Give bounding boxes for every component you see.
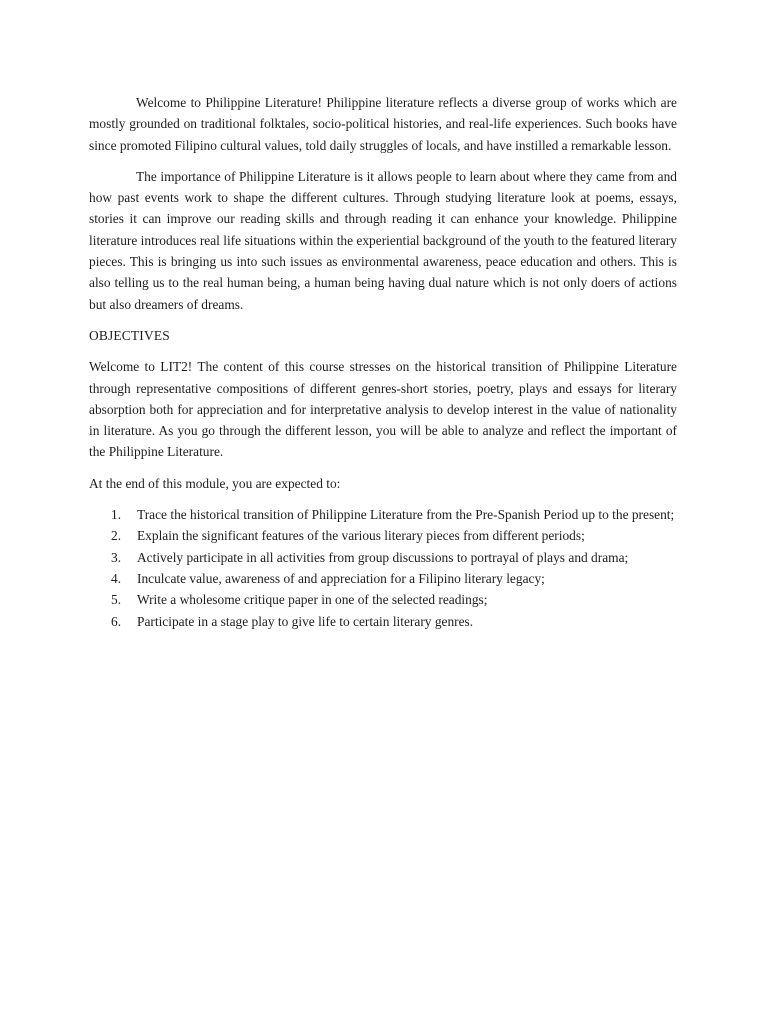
list-item-text: Explain the significant features of the various literary pieces from different periods; [137, 528, 585, 544]
list-item-number: 2. [111, 528, 122, 544]
objectives-lead-in: At the end of this module, you are expected to: [89, 475, 341, 491]
list-item [89, 525, 677, 546]
objectives-list [89, 504, 677, 632]
list-item-number: 6. [111, 613, 122, 629]
list-item-text: Inculcate value, awareness of and appreciation for a Filipino literary legacy; [137, 570, 545, 586]
list-item [89, 611, 677, 632]
list-item-text: Write a wholesome critique paper in one of the selected readings; [137, 592, 488, 608]
list-item-text: Participate in a stage play to give life to certain literary genres. [137, 613, 474, 629]
list-item-number: 5. [111, 592, 122, 608]
list-item-number: 1. [111, 507, 122, 523]
list-item [89, 589, 677, 610]
list-item-text: Trace the historical transition of Philippine Literature from the Pre-Spanish Period up to the present; [137, 507, 675, 523]
intro-paragraph: Welcome to Philippine Literature! Philippine literature reflects a diverse group of works which are mostly grounded on traditional folktales, socio-political histories, and real-life experiences. Such books have since promoted Filipino cultural values, told daily struggles of locals, and have instilled a remarkable lesson. [89, 95, 677, 153]
objectives-heading: OBJECTIVES [89, 327, 170, 343]
course-welcome-paragraph: Welcome to LIT2! The content of this course stresses on the historical transition of Philippine Literature through representative compositions of different genres-short stories, poetry, plays and essays for literary absorption both for appreciation and for interpretative analysis to develop interest in the value of nationality in literature. As you go through the different lesson, you will be able to analyze and reflect the important of the Philippine Literature. [89, 359, 677, 460]
list-item-text: Actively participate in all activities from group discussions to portrayal of plays and drama; [137, 549, 629, 565]
list-item-number: 3. [111, 549, 122, 565]
list-item [89, 547, 677, 568]
list-item [89, 568, 677, 589]
document-body [89, 92, 677, 632]
list-item [89, 504, 677, 525]
list-item-number: 4. [111, 570, 122, 586]
importance-paragraph: The importance of Philippine Literature is it allows people to learn about where they came from and how past events work to shape the different cultures. Through studying literature look at poems, essays, stories it can improve our reading skills and through reading it can enhance your knowledge. Philippine literature introduces real life situations within the experiential background of the youth to the featured literary pieces. This is bringing us into such issues as environmental awareness, peace education and others. This is also telling us to the real human being, a human being having dual nature which is not only doers of actions but also dreamers of dreams. [89, 168, 677, 312]
